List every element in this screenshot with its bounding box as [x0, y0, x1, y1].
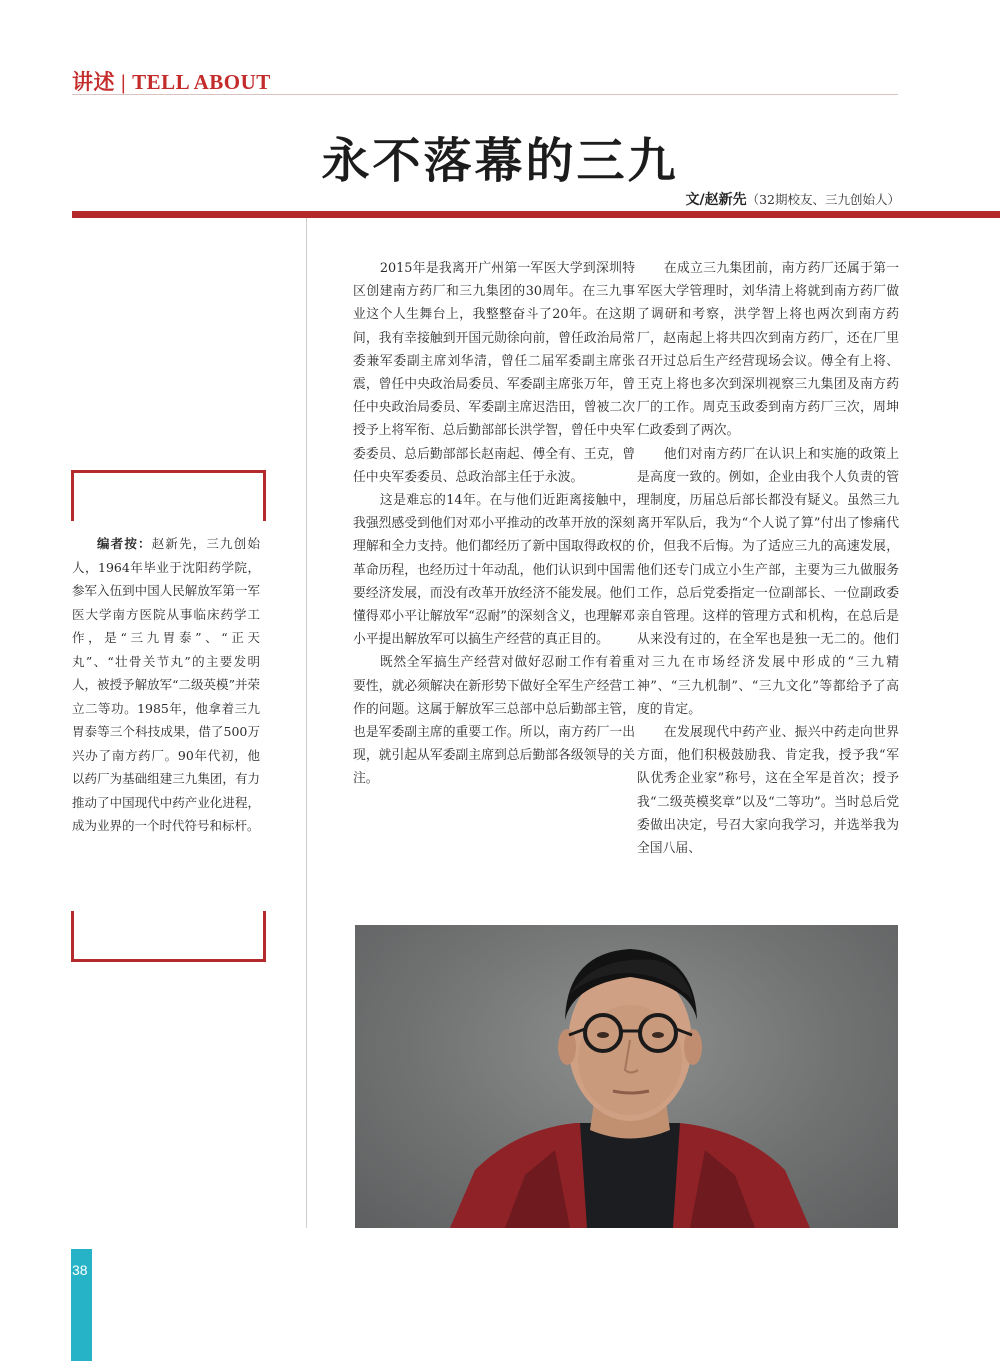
- article-title: 永不落幕的三九: [321, 133, 679, 189]
- paragraph: 既然全军搞生产经营对做好忍耐工作有着重要性，就必须解决在新形势下做好全军生产经营工作的问题。这属于解放军三总部中总后勤部主管，也是军委副主席的重要工作。所以，南方药厂一出现，就引起从军委副主席到总后勤部各级领导的关注。: [353, 655, 635, 787]
- byline-author: 文/赵新先: [685, 192, 747, 208]
- paragraph: 2015年是我离开广州第一军医大学到深圳特区创建南方药厂和三九集团的30周年。在三九事业这个人生舞台上，我整整奋斗了20年。在这期间，我有幸接触到开国元勋徐向前，曾任政治局常委兼军委副主席刘华清，曾任二届军委副主席张震，曾任中央政治局委员、军委副主席张万年，曾任中央政治局委员、军委副主席迟浩田，曾被二次授予上将军衔、总后勤部部长洪学智，曾任中央军委委员、总后勤部部长赵南起、傅全有、王克，曾任中央军委委员、总政治部主任于永波。: [353, 261, 635, 485]
- header-divider: [72, 94, 898, 95]
- title-rule: [72, 211, 1000, 218]
- body-column-2: [637, 257, 899, 860]
- portrait-photo: [355, 925, 898, 1228]
- editor-note-text: 赵新先，三九创始人，1964年毕业于沈阳药学院，参军入伍到中国人民解放军第一军医大学南方医院从事临床药学工作，是“三九胃泰”、“正天丸”、“壮骨关节丸”的主要发明人，被授予解放军“二级英模”并荣立二等功。1985年，他拿着三九胃泰等三个科技成果，借了500万兴办了南方药厂。90年代初，他以药厂为基础组建三九集团，有力推动了中国现代中药产业化进程，成为业界的一个时代符号和标杆。: [72, 536, 260, 833]
- editor-note-bracket-bottom: [71, 911, 266, 962]
- byline: [685, 189, 900, 209]
- page-number: 38: [72, 1262, 88, 1278]
- portrait-illustration: [355, 925, 898, 1228]
- section-label-en: TELL ABOUT: [132, 70, 271, 94]
- editor-note: [72, 532, 260, 838]
- paragraph: 在发展现代中药产业、振兴中药走向世界方面，他们积极鼓励我、肯定我，授予我“军队优秀企业家”称号，这在全军是首次；授予我“二级英模奖章”以及“二等功”。当时总后党委做出决定，号召大家向我学习，并选举我为全国八届、: [637, 725, 899, 857]
- body-column-1: [353, 257, 635, 791]
- section-label: [72, 66, 271, 96]
- column-divider: [306, 218, 307, 1228]
- section-separator: |: [121, 70, 127, 94]
- editor-note-label: 编者按：: [97, 536, 152, 551]
- paragraph: 这是难忘的14年。在与他们近距离接触中，我强烈感受到他们对邓小平推动的改革开放的深刻理解和全力支持。他们都经历了新中国取得政权的革命历程，也经历过十年动乱，他们认识到中国需要经济发展，而没有改革开放经济不能发展。他们懂得邓小平让解放军“忍耐”的深刻含义，也理解邓小平提出解放军可以搞生产经营的真正目的。: [353, 493, 635, 648]
- editor-note-bracket-top: [71, 470, 266, 521]
- paragraph: 在成立三九集团前，南方药厂还属于第一军医大学管理时，刘华清上将就到南方药厂做了调研和考察，洪学智上将也两次到南方药厂，赵南起上将共四次到南方药厂，还在厂里召开过总后生产经营现场会议。傅全有上将、王克上将也多次到深圳视察三九集团及南方药厂的工作。周克玉政委到南方药厂三次，周坤仁政委到了两次。: [637, 261, 899, 439]
- paragraph: 他们对南方药厂在认识上和实施的政策上是高度一致的。例如，企业由我个人负责的管理制度，历届总后部长都没有疑义。虽然三九离开军队后，我为“个人说了算”付出了惨痛代价，但我不后悔。为了适应三九的高速发展，他们还专门成立小生产部，主要为三九做服务工作，总后党委指定一位副部长、一位副政委亲自管理。这样的管理方式和机构，在总后是从来没有过的，在全军也是独一无二的。他们对三九在市场经济发展中形成的“三九精神”、“三九机制”、“三九文化”等都给予了高度的肯定。: [637, 446, 899, 717]
- byline-note: （32期校友、三九创始人）: [746, 192, 900, 207]
- section-label-cn: 讲述: [72, 70, 115, 94]
